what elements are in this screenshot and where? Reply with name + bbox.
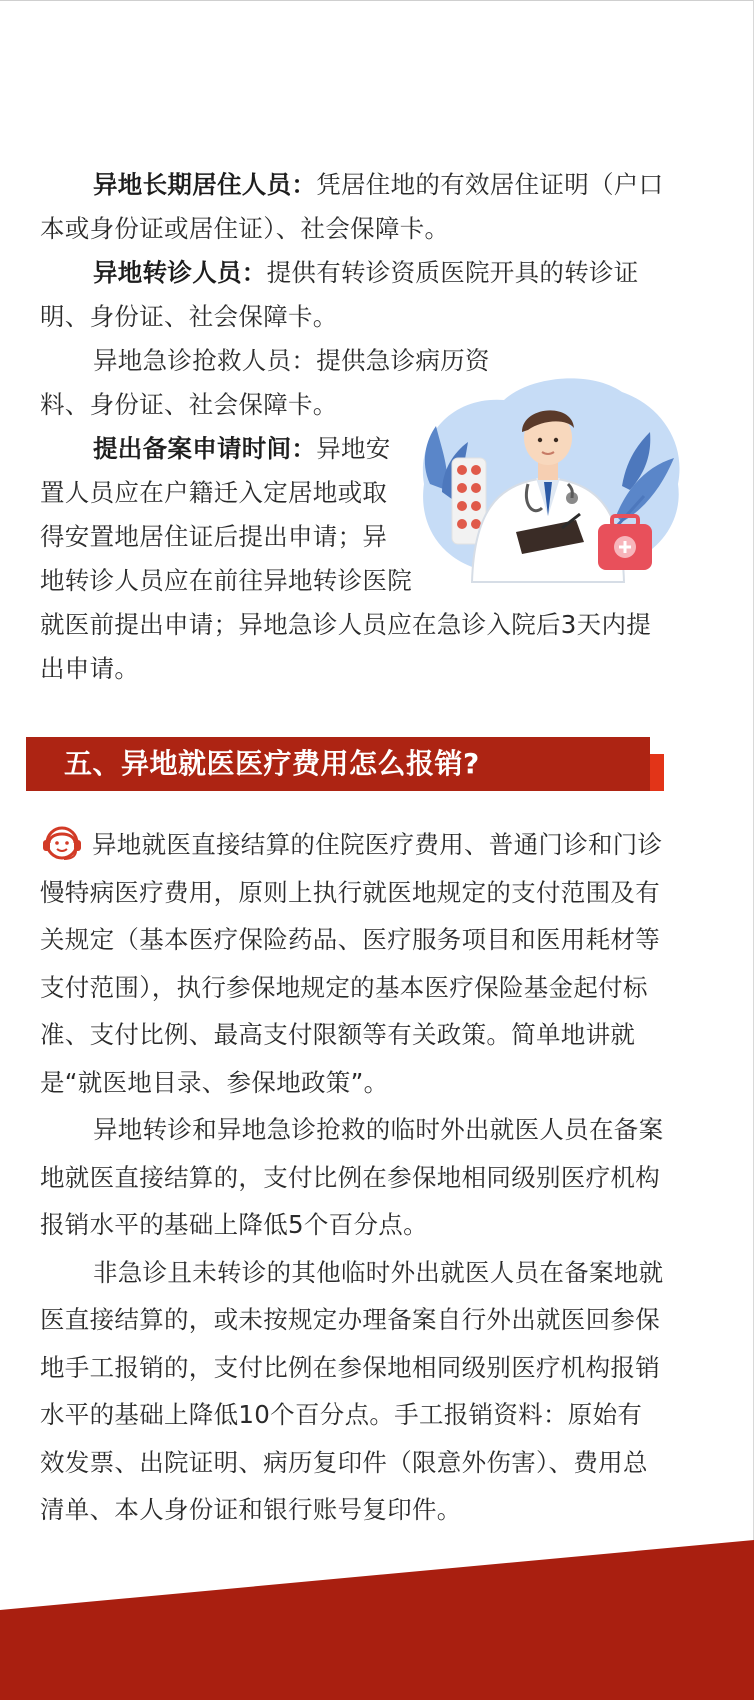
- paragraph-direct-settlement: [40, 821, 664, 1106]
- text-filing-time-line1: 异地安: [316, 434, 391, 463]
- text-filing-time-line4: 地转诊人员应在前往异地转诊医院: [40, 566, 412, 595]
- text-direct-settlement: 异地就医直接结算的住院医疗费用、普通门诊和门诊慢特病医疗费用，原则上执行就医地规定的支付范围及有关规定（基本医疗保险药品、医疗服务项目和医用耗材等支付范围），执行参保地规定的基本医疗保险基金起付标准、支付比例、最高支付限额等有关政策。简单地讲就是“就医地目录、参保地政策”。: [40, 830, 663, 1097]
- top-border: [0, 0, 754, 1]
- paragraph-referral: [40, 251, 664, 339]
- text-referral: 提供有转诊资质医院开具的转诊证明、身份证、社会保障卡。: [40, 258, 639, 331]
- footer-band: [0, 1540, 754, 1700]
- heading-title: 五、异地就医医疗费用怎么报销?: [64, 747, 480, 780]
- text-emergency-line2: 料、身份证、社会保障卡。: [40, 390, 338, 419]
- doctor-illustration: [412, 366, 692, 586]
- paragraph-non-emergency-reduction: [40, 1249, 664, 1534]
- headset-service-icon: [40, 823, 84, 863]
- section-5-heading: [26, 737, 666, 791]
- text-filing-time-line5: 就医前提出申请；异地急诊人员应在急诊入院后3天内提: [40, 610, 652, 639]
- heading-accent-tab: [650, 754, 664, 791]
- label-referral: 异地转诊人员：: [93, 258, 267, 287]
- paragraph-long-term-residents: [40, 163, 664, 251]
- label-filing-time: 提出备案申请时间：: [93, 434, 317, 463]
- paragraph-referral-reduction: [40, 1106, 664, 1249]
- text-filing-time-line6: 出申请。: [40, 654, 140, 683]
- text-referral-reduction: 异地转诊和异地急诊抢救的临时外出就医人员在备案地就医直接结算的，支付比例在参保地相同级别医疗机构报销水平的基础上降低5个百分点。: [40, 1115, 664, 1239]
- label-long-term-residents: 异地长期居住人员：: [93, 170, 317, 199]
- text-filing-time-line2: 置人员应在户籍迁入定居地或取: [40, 478, 388, 507]
- text-non-emergency-reduction: 非急诊且未转诊的其他临时外出就医人员在备案地就医直接结算的，或未按规定办理备案自行外出就医回参保地手工报销的，支付比例在参保地相同级别医疗机构报销水平的基础上降低10个百分点。手工报销资料：原始有效发票、出院证明、病历复印件（限意外伤害）、费用总清单、本人身份证和银行账号复印件。: [40, 1257, 664, 1524]
- text-emergency-line1: 异地急诊抢救人员：提供急诊病历资: [93, 346, 490, 375]
- section-5-text: [40, 821, 664, 1534]
- text-long-term-residents: 凭居住地的有效居住证明（户口本或身份证或居住证）、社会保障卡。: [40, 170, 664, 243]
- text-filing-time-line3: 得安置地居住证后提出申请；异: [40, 522, 388, 551]
